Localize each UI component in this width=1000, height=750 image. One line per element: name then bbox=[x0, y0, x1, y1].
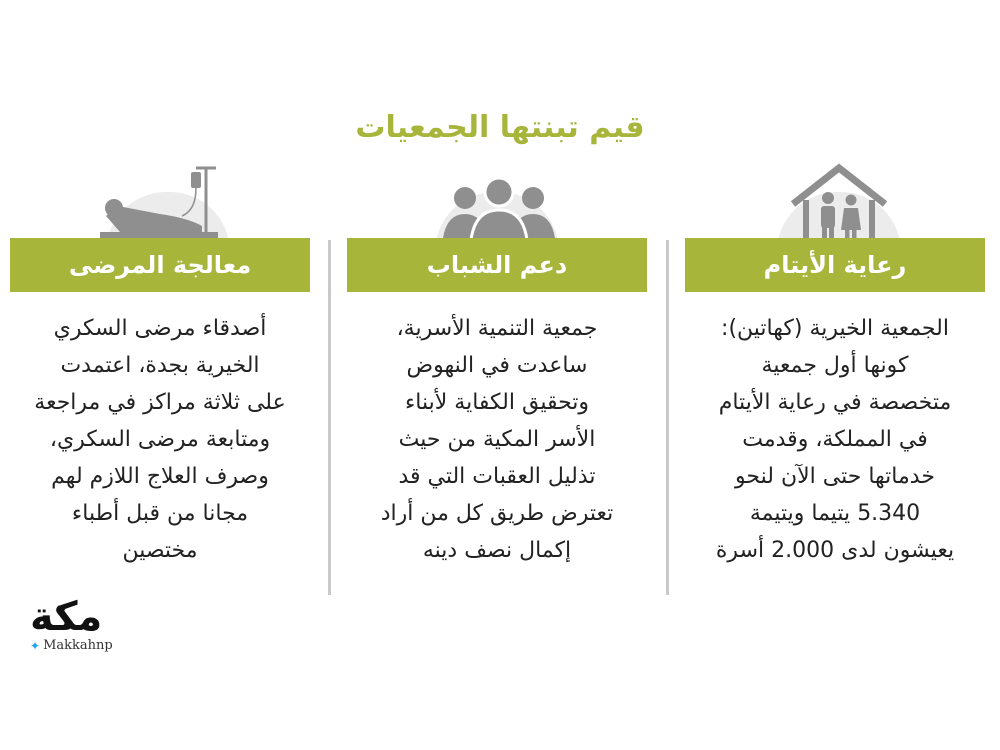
text-line: الجمعية الخيرية (كهاتين): bbox=[721, 316, 949, 341]
logo-wordmark: مكة bbox=[30, 594, 103, 640]
twitter-handle[interactable] bbox=[30, 638, 150, 653]
text-line: مختصين bbox=[122, 538, 198, 563]
text-line: تذليل العقبات التي قد bbox=[398, 464, 596, 489]
column-icon-area bbox=[685, 160, 985, 240]
text-line: الأسر المكية من حيث bbox=[398, 427, 596, 452]
text-line: وتحقيق الكفاية لأبناء bbox=[404, 390, 590, 415]
column-heading-orphans: رعاية الأيتام bbox=[685, 238, 985, 292]
text-line: إكمال نصف دينه bbox=[422, 538, 572, 563]
text-line: ساعدت في النهوض bbox=[406, 353, 588, 378]
column-icon-area bbox=[347, 160, 647, 240]
text-line: الخيرية بجدة، اعتمدت bbox=[60, 353, 260, 378]
text-line: متخصصة في رعاية الأيتام bbox=[718, 390, 952, 415]
text-line: وصرف العلاج اللازم لهم bbox=[51, 464, 269, 489]
text-line: يعيشون لدى 2.000 أسرة bbox=[715, 538, 955, 563]
twitter-handle-text: Makkahnp bbox=[43, 638, 113, 653]
text-line: أصدقاء مرضى السكري bbox=[53, 316, 267, 341]
text-line: في المملكة، وقدمت bbox=[742, 427, 928, 452]
twitter-bird-icon: ✦ bbox=[30, 638, 41, 653]
column-text-orphans bbox=[685, 310, 985, 569]
text-line: كونها أول جمعية bbox=[761, 353, 909, 378]
column-text-patients bbox=[10, 310, 310, 569]
column-text-youth bbox=[347, 310, 647, 569]
text-line: 5.340 يتيما ويتيمة bbox=[749, 501, 921, 526]
column-divider bbox=[328, 240, 331, 595]
text-line: مجانا من قبل أطباء bbox=[71, 501, 249, 526]
column-icon-area bbox=[10, 160, 310, 240]
column-divider bbox=[666, 240, 669, 595]
text-line: جمعية التنمية الأسرية، bbox=[396, 316, 598, 341]
text-line: تعترض طريق كل من أراد bbox=[380, 501, 614, 526]
text-line: على ثلاثة مراكز في مراجعة bbox=[34, 390, 286, 415]
page-title: قيم تبنتها الجمعيات bbox=[355, 110, 645, 145]
column-heading-patients: معالجة المرضى bbox=[10, 238, 310, 292]
text-line: خدماتها حتى الآن لنحو bbox=[735, 464, 935, 489]
column-heading-youth: دعم الشباب bbox=[347, 238, 647, 292]
text-line: ومتابعة مرضى السكري، bbox=[49, 427, 271, 452]
publisher-logo bbox=[30, 596, 150, 660]
